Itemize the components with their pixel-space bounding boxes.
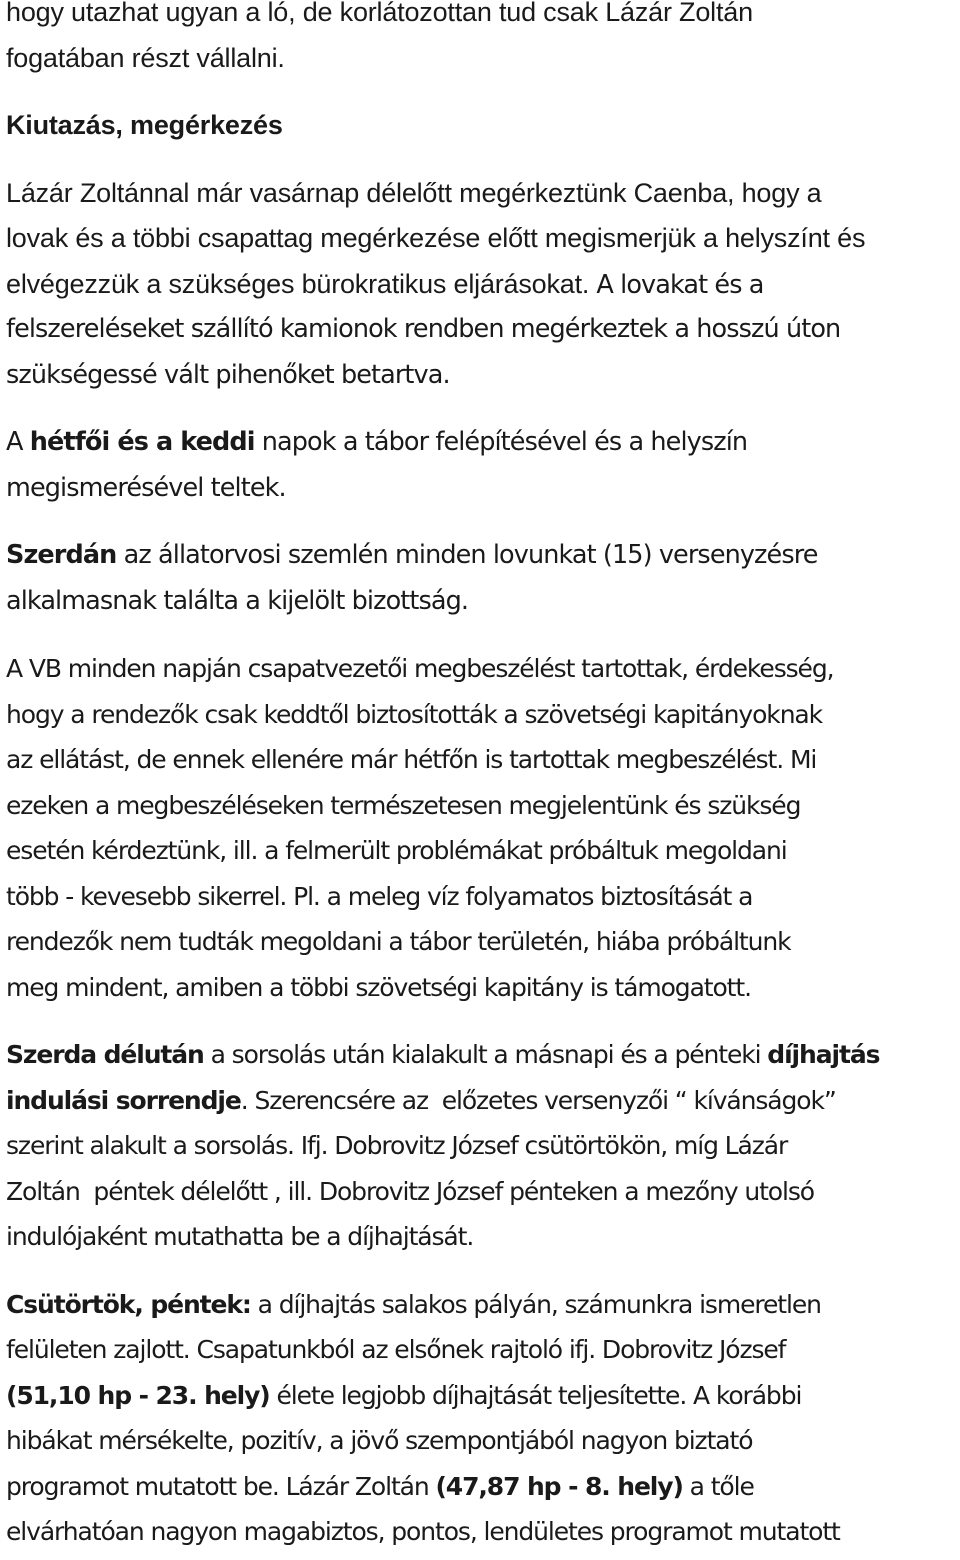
document-page xyxy=(6,0,958,1555)
text-line: felületen zajlott. Csapatunkból az elsőnek rajtoló ifj. Dobrovitz József xyxy=(6,1335,786,1364)
paragraph-dressage xyxy=(6,1282,958,1555)
text-line: Lázár Zoltánnal már vasárnap délelőtt megérkeztünk Caenba, hogy a xyxy=(6,177,822,208)
text-line: indulójaként mutathatta be a díjhajtását. xyxy=(6,1222,474,1251)
text-run: . Szerencsére az előzetes versenyzői “ kívánságok” xyxy=(240,1085,836,1115)
text-line: több - kevesebb sikerrel. Pl. a meleg víz folyamatos biztosítását a xyxy=(6,881,753,911)
text-line xyxy=(6,420,958,466)
section-heading xyxy=(6,103,958,149)
text-line: hibákat mérsékelte, pozitív, a jövő szempontjából nagyon biztató xyxy=(6,1426,753,1455)
text-run: elvégezzük a szükséges bürokratikus eljárásokat. xyxy=(6,268,590,299)
paragraph-draw xyxy=(6,1032,958,1260)
text-line: fogatában részt vállalni. xyxy=(6,42,285,73)
text-line: szerint alakult a sorsolás. Ifj. Dobrovitz József csütörtökön, míg Lázár xyxy=(6,1131,788,1160)
text-line: lovak és a többi csapattag megérkezése előtt megismerjük a helyszínt és xyxy=(6,223,866,253)
text-line: elvárhatóan nagyon magabiztos, pontos, lendületes programot mutatott xyxy=(6,1517,840,1546)
bold-run: díjhajtás xyxy=(767,1040,880,1069)
bold-run: indulási sorrendje xyxy=(6,1085,241,1115)
text-line xyxy=(6,1282,958,1328)
text-line: A VB minden napján csapatvezetői megbeszélést tartottak, érdekesség, xyxy=(6,654,834,683)
paragraph-monday-tuesday xyxy=(6,420,958,511)
text-run: az állatorvosi szemlén minden lovunkat (15) versenyzésre xyxy=(116,540,818,570)
paragraph-meetings xyxy=(6,646,958,1010)
text-line xyxy=(6,1373,958,1419)
text-line: meg mindent, amiben a többi szövetségi kapitány is támogatott. xyxy=(6,972,751,1002)
text-line: szükségessé vált pihenőket betartva. xyxy=(6,359,450,390)
text-run: a sorsolás után kialakult a másnapi és a pénteki xyxy=(203,1040,768,1069)
paragraph-arrival xyxy=(6,171,958,399)
bold-run: (47,87 hp - 8. hely) xyxy=(435,1471,683,1501)
text-line: felszereléseket szállító kamionok rendben megérkeztek a hosszú úton xyxy=(6,314,841,344)
text-line: hogy a rendezők csak keddtől biztosították a szövetségi kapitányoknak xyxy=(6,699,823,729)
text-run: a díjhajtás salakos pályán, számunkra ismeretlen xyxy=(250,1289,821,1319)
paragraph-wednesday xyxy=(6,533,958,624)
text-run: A xyxy=(6,427,30,457)
intro-paragraph xyxy=(6,0,958,81)
text-line xyxy=(6,1032,958,1078)
text-line: megismerésével teltek. xyxy=(6,472,286,503)
text-run: programot mutatott be. Lázár Zoltán xyxy=(6,1471,436,1501)
text-line xyxy=(6,262,958,308)
heading-text: Kiutazás, megérkezés xyxy=(6,110,283,140)
text-line: alkalmasnak találta a kijelölt bizottság. xyxy=(6,585,469,616)
text-run: napok a tábor felépítésével és a helyszín xyxy=(254,427,748,457)
bold-run: Csütörtök, péntek: xyxy=(6,1289,251,1319)
text-line: hogy utazhat ugyan a ló, de korlátozottan tud csak Lázár Zoltán xyxy=(6,0,753,27)
text-run: a tőle xyxy=(682,1471,754,1501)
text-line xyxy=(6,1078,958,1124)
text-run: A lovakat és a xyxy=(589,269,764,300)
text-run: élete legjobb díjhajtását teljesítette. A korábbi xyxy=(269,1380,802,1410)
text-line: Zoltán péntek délelőtt , ill. Dobrovitz József pénteken a mezőny utolsó xyxy=(6,1176,814,1206)
bold-run: Szerda délután xyxy=(6,1040,204,1069)
bold-run: hétfői és a keddi xyxy=(29,427,255,457)
text-line: ezeken a megbeszéléseken természetesen megjelentünk és szükség xyxy=(6,790,801,820)
text-line xyxy=(6,1464,958,1510)
bold-run: (51,10 hp - 23. hely) xyxy=(6,1380,270,1410)
text-line: rendezők nem tudták megoldani a tábor területén, hiába próbáltunk xyxy=(6,927,791,956)
text-line xyxy=(6,533,958,579)
text-line: az ellátást, de ennek ellenére már hétfőn is tartottak megbeszélést. Mi xyxy=(6,745,817,774)
bold-run: Szerdán xyxy=(6,540,117,570)
text-line: esetén kérdeztünk, ill. a felmerült problémákat próbáltuk megoldani xyxy=(6,836,787,865)
